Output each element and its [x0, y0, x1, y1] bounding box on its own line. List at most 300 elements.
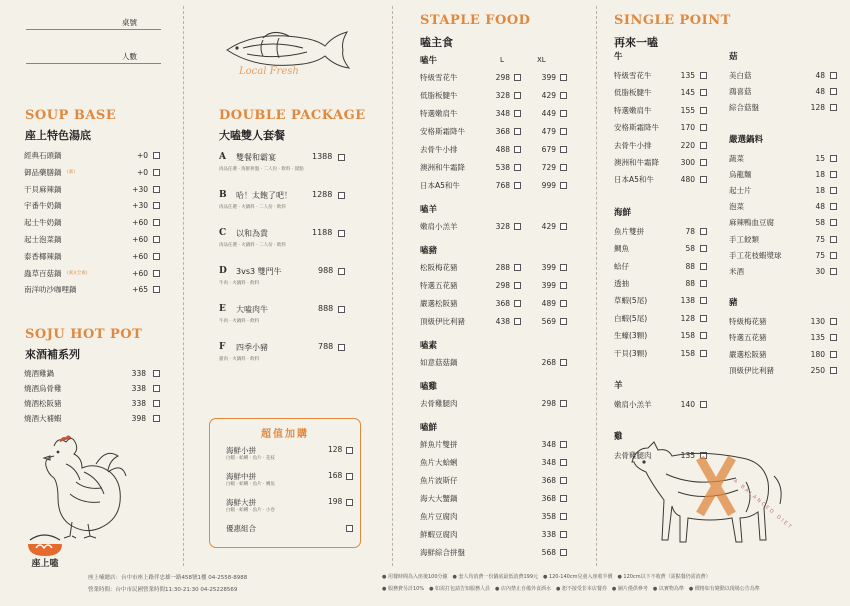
single-item-price: 18 — [815, 169, 825, 179]
soup-item-checkbox[interactable] — [153, 152, 160, 159]
single-item — [729, 365, 839, 377]
single-item-checkbox[interactable] — [830, 203, 837, 210]
extra-item-price: 198 — [328, 497, 343, 506]
single-item-price: 135 — [680, 71, 695, 80]
single-item-price: 78 — [685, 226, 695, 236]
staple-item-price-xl: 348 — [541, 458, 556, 467]
single-item-name: 草蝦(5尾) — [614, 296, 648, 306]
extra-item-price: 128 — [328, 445, 343, 454]
single-item-checkbox[interactable] — [700, 245, 707, 252]
staple-item-checkbox-xl[interactable] — [560, 300, 567, 307]
single-item-price: 300 — [680, 158, 695, 167]
soup-item-price: +0 — [136, 167, 148, 177]
package-price: 1288 — [312, 190, 333, 199]
staple-subtitle: 嗑主食 — [420, 36, 453, 49]
staple-item-checkbox-l[interactable] — [514, 223, 521, 230]
package-title: DOUBLE PACKAGE — [219, 108, 366, 123]
package-checkbox[interactable] — [338, 306, 345, 313]
single-item-checkbox[interactable] — [830, 187, 837, 194]
single-item — [614, 399, 709, 411]
staple-item-price-l: 328 — [495, 91, 510, 100]
staple-item — [420, 144, 570, 156]
single-item-checkbox[interactable] — [700, 72, 707, 79]
logo-pot-icon — [22, 534, 68, 558]
package-checkbox[interactable] — [338, 268, 345, 275]
staple-item-checkbox-l[interactable] — [514, 300, 521, 307]
staple-item-checkbox-l[interactable] — [514, 164, 521, 171]
soju-item-checkbox[interactable] — [153, 400, 160, 407]
staple-item-price-xl: 568 — [541, 548, 556, 557]
staple-item-price-xl: 368 — [541, 476, 556, 485]
staple-item-price-xl: 358 — [541, 512, 556, 521]
staple-item-name: 低脂板腱牛 — [420, 91, 458, 100]
single-group-title: 海鮮 — [614, 207, 632, 218]
single-item-checkbox[interactable] — [700, 350, 707, 357]
soup-item-checkbox[interactable] — [153, 286, 160, 293]
soup-item-checkbox[interactable] — [153, 270, 160, 277]
single-item-checkbox[interactable] — [830, 236, 837, 243]
package-checkbox[interactable] — [338, 344, 345, 351]
single-item-name: 安格斯霜降牛 — [614, 123, 659, 133]
package-name: 雙餐和霸宴 — [236, 153, 276, 162]
staple-item-price-l: 348 — [495, 109, 510, 118]
staple-item-checkbox-xl[interactable] — [560, 110, 567, 117]
staple-item-checkbox-xl[interactable] — [560, 92, 567, 99]
soju-item-name: 燒酒大補蝦 — [24, 414, 62, 423]
soup-item — [24, 268, 174, 280]
single-item-price: 180 — [810, 349, 825, 359]
staple-item-name: 去骨雞腿肉 — [420, 399, 458, 408]
staple-item-name: 日本A5和牛 — [420, 181, 460, 190]
single-item-name: 米酒 — [729, 267, 744, 276]
table-no-line — [26, 29, 161, 30]
staple-item — [420, 475, 570, 487]
single-item — [614, 87, 709, 99]
single-item — [614, 157, 709, 169]
single-item — [614, 348, 709, 360]
single-item-checkbox[interactable] — [830, 219, 837, 226]
soup-item-checkbox[interactable] — [153, 186, 160, 193]
single-item-checkbox[interactable] — [830, 351, 837, 358]
single-item-checkbox[interactable] — [700, 280, 707, 287]
soju-item-price: 398 — [131, 414, 146, 423]
soup-item-price: +30 — [132, 201, 148, 211]
soup-item-note: (素)(全素) — [67, 270, 88, 276]
single-item-name: 泡菜 — [729, 202, 744, 212]
soup-item-checkbox[interactable] — [153, 169, 160, 176]
single-group-title: 牛 — [614, 52, 623, 62]
soup-item-checkbox[interactable] — [153, 202, 160, 209]
staple-item-checkbox-xl[interactable] — [560, 513, 567, 520]
single-item-name: 日本A5和牛 — [614, 175, 654, 185]
single-group-title: 菇 — [729, 52, 738, 62]
package-letter: F — [219, 342, 226, 352]
staple-item-price-l: 768 — [495, 181, 510, 190]
soju-title: SOJU HOT POT — [25, 327, 143, 342]
staple-item-price-l: 368 — [495, 127, 510, 136]
soup-item-name: 經典石頭鍋 — [24, 151, 62, 160]
single-item — [729, 266, 839, 278]
single-item-checkbox[interactable] — [700, 142, 707, 149]
single-item — [614, 140, 709, 152]
staple-item — [420, 162, 570, 174]
single-item — [614, 105, 709, 117]
soup-item — [24, 284, 174, 296]
single-item — [729, 316, 839, 328]
extra-item-name: 海鮮中拼 — [226, 472, 256, 481]
package-price: 1188 — [312, 228, 333, 237]
single-item-name: 頂級伊比利豬 — [729, 365, 774, 375]
staple-item-checkbox-xl[interactable] — [560, 477, 567, 484]
staple-item-name: 澳洲和牛霜降 — [420, 163, 465, 172]
footer-note-2: ● 服務費另計10% ● 如需打包請告知服務人員 ● 店內禁止自備外食酒水 ● 恕不接受非本店餐券 ● 圖片僅供參考 ● 以實物為準 ● 價格如有變動以現場公告為準 — [382, 586, 760, 592]
single-item-checkbox[interactable] — [830, 318, 837, 325]
single-group-title: 豬 — [729, 298, 738, 309]
single-item-price: 58 — [815, 218, 825, 228]
staple-item — [420, 90, 570, 102]
staple-group-title: 嗑鮮 — [420, 423, 438, 433]
package-subtitle: 大嗑雙人套餐 — [219, 129, 285, 142]
staple-item — [420, 298, 570, 310]
single-item-checkbox[interactable] — [700, 263, 707, 270]
footer — [0, 568, 850, 606]
staple-item — [420, 547, 570, 559]
single-item-name: 去骨雞腿肉 — [614, 451, 652, 461]
staple-item-checkbox-xl[interactable] — [560, 531, 567, 538]
staple-item — [420, 180, 570, 192]
soup-item — [24, 167, 174, 179]
staple-item — [420, 493, 570, 505]
staple-item-name: 松阪梅花豬 — [420, 263, 458, 272]
single-item — [614, 226, 709, 238]
single-item-checkbox[interactable] — [700, 332, 707, 339]
staple-item — [420, 398, 570, 410]
staple-item-checkbox-xl[interactable] — [560, 495, 567, 502]
staple-item-name: 去骨牛小排 — [420, 145, 458, 154]
staple-item-price-xl: 999 — [541, 181, 556, 190]
single-item — [729, 332, 839, 344]
staple-item-price-xl: 399 — [541, 281, 556, 290]
staple-item — [420, 126, 570, 138]
single-item-checkbox[interactable] — [700, 124, 707, 131]
panel-staple — [392, 0, 596, 568]
single-item-price: 58 — [685, 244, 695, 254]
soup-item-name: 干貝麻辣鍋 — [24, 184, 62, 194]
extra-item-checkbox[interactable] — [346, 499, 353, 506]
soup-item-name: 起士泡菜鍋 — [24, 235, 62, 244]
soup-item-name: 泰香椰辣鍋 — [24, 251, 62, 261]
single-item — [729, 349, 839, 361]
single-item — [729, 234, 839, 246]
extra-item-note: 白蝦 · 蛤蜊 · 魚片 · 花枝 — [226, 456, 275, 461]
staple-item-checkbox-l[interactable] — [514, 182, 521, 189]
single-item-checkbox[interactable] — [830, 88, 837, 95]
single-item-name: 手工花枝蝦漿球 — [729, 250, 782, 260]
single-item-name: 美白菇 — [729, 71, 752, 80]
single-item-checkbox[interactable] — [700, 228, 707, 235]
single-item-price: 135 — [810, 333, 825, 343]
single-item — [729, 185, 839, 197]
staple-item-checkbox-xl[interactable] — [560, 549, 567, 556]
staple-item-price-xl: 399 — [541, 263, 556, 272]
single-item-price: 15 — [815, 153, 825, 163]
extra-item-checkbox[interactable] — [346, 473, 353, 480]
single-item-price: 158 — [680, 331, 695, 341]
staple-item-price-l: 288 — [495, 263, 510, 272]
single-item-name: 蔬菜 — [729, 153, 744, 163]
single-item-checkbox[interactable] — [700, 315, 707, 322]
soup-item — [24, 184, 174, 196]
single-item-name: 干貝(3顆) — [614, 348, 648, 358]
soup-item — [24, 217, 174, 229]
staple-item-checkbox-xl[interactable] — [560, 441, 567, 448]
soju-item-price: 338 — [131, 384, 146, 393]
staple-item-price-l: 438 — [495, 317, 510, 326]
package-checkbox[interactable] — [338, 154, 345, 161]
staple-item-checkbox-l[interactable] — [514, 128, 521, 135]
soup-item-checkbox[interactable] — [153, 219, 160, 226]
staple-item-checkbox-l[interactable] — [514, 264, 521, 271]
staple-item — [420, 280, 570, 292]
single-item-price: 140 — [680, 400, 695, 409]
staple-item — [420, 72, 570, 84]
single-item-checkbox[interactable] — [830, 72, 837, 79]
soup-item-price: +60 — [132, 251, 148, 261]
single-item — [614, 243, 709, 255]
people-line — [26, 63, 161, 64]
package-name: 以和為貴 — [236, 229, 268, 238]
package-checkbox[interactable] — [338, 192, 345, 199]
single-item-price: 48 — [815, 71, 825, 80]
staple-item-checkbox-xl[interactable] — [560, 264, 567, 271]
soju-item-checkbox[interactable] — [153, 415, 160, 422]
staple-item-checkbox-xl[interactable] — [560, 282, 567, 289]
panel-soup — [0, 0, 183, 568]
table-no-label: 桌號 — [122, 18, 137, 27]
single-group-title: 羊 — [614, 381, 623, 391]
single-item-price: 480 — [680, 175, 695, 185]
single-item-checkbox[interactable] — [700, 176, 707, 183]
single-item — [614, 122, 709, 134]
chicken-illustration — [36, 432, 128, 540]
soup-item-price: +60 — [132, 235, 148, 244]
single-item-name: 手工餃類 — [729, 234, 759, 244]
soup-item-price: +30 — [132, 184, 148, 194]
single-item-name: 特級雪花牛 — [614, 71, 652, 80]
package-letter: B — [219, 190, 227, 200]
staple-item-checkbox-xl[interactable] — [560, 74, 567, 81]
single-item — [729, 250, 839, 262]
soup-item — [24, 251, 174, 263]
extra-item-name: 海鮮大拼 — [226, 498, 256, 507]
staple-item-checkbox-l[interactable] — [514, 92, 521, 99]
soju-item — [24, 383, 174, 395]
extra-item-checkbox[interactable] — [346, 447, 353, 454]
soju-item-name: 燒酒松阪豬 — [24, 399, 62, 408]
staple-item-price-xl: 348 — [541, 440, 556, 449]
soju-item-checkbox[interactable] — [153, 385, 160, 392]
staple-item-checkbox-xl[interactable] — [560, 359, 567, 366]
single-item-price: 130 — [810, 317, 825, 327]
single-item-checkbox[interactable] — [700, 107, 707, 114]
package-letter: C — [219, 228, 227, 238]
soju-subtitle: 來酒補系列 — [25, 348, 80, 361]
soup-item-name: 宇番牛奶鍋 — [24, 201, 62, 211]
single-item-name: 去骨牛小排 — [614, 140, 652, 150]
staple-item — [420, 529, 570, 541]
single-item-checkbox[interactable] — [830, 334, 837, 341]
soup-item-checkbox[interactable] — [153, 253, 160, 260]
single-item-price: 158 — [680, 348, 695, 358]
single-item-checkbox[interactable] — [830, 268, 837, 275]
soju-item — [24, 398, 174, 410]
soup-item — [24, 234, 174, 246]
single-subtitle: 再來一嗑 — [614, 36, 658, 49]
extra-title: 超值加購 — [261, 429, 309, 440]
staple-item-checkbox-xl[interactable] — [560, 223, 567, 230]
staple-item-checkbox-xl[interactable] — [560, 128, 567, 135]
single-item-price: 88 — [685, 261, 695, 271]
single-item-name: 鴻喜菇 — [729, 87, 752, 97]
staple-item-name: 鮮蝦豆腐肉 — [420, 530, 458, 539]
extra-item-price: 168 — [328, 471, 343, 480]
single-item — [729, 70, 839, 82]
single-title: SINGLE POINT — [614, 13, 731, 28]
staple-item-checkbox-xl[interactable] — [560, 164, 567, 171]
single-item-price: 138 — [680, 296, 695, 306]
single-item-name: 特選嫩肩牛 — [614, 105, 652, 115]
package-note: 肉品任選 · 海鮮拼盤 · 二人份 · 飲料 · 甜點 — [219, 167, 304, 172]
staple-item-checkbox-xl[interactable] — [560, 146, 567, 153]
staple-item-checkbox-l[interactable] — [514, 74, 521, 81]
package-price: 788 — [318, 342, 334, 351]
single-item-checkbox[interactable] — [830, 155, 837, 162]
people-label: 人數 — [122, 52, 137, 61]
single-item-checkbox[interactable] — [830, 171, 837, 178]
staple-item — [420, 511, 570, 523]
soju-item-name: 燒酒雞鍋 — [24, 369, 54, 378]
staple-item-price-l: 368 — [495, 299, 510, 308]
package-checkbox[interactable] — [338, 230, 345, 237]
package-letter: D — [219, 266, 227, 276]
staple-item-name: 嚴選松阪豬 — [420, 299, 458, 308]
single-item-name: 嫩肩小羔羊 — [614, 400, 652, 409]
soup-item-checkbox[interactable] — [153, 236, 160, 243]
staple-group-title: 嗑豬 — [420, 246, 438, 256]
soup-title: SOUP BASE — [25, 108, 117, 123]
single-item-price: 75 — [815, 234, 825, 244]
staple-item-price-xl: 449 — [541, 109, 556, 118]
size-l-header: L — [500, 56, 504, 64]
single-item — [614, 330, 709, 342]
staple-item-checkbox-xl[interactable] — [560, 318, 567, 325]
single-item-name: 低脂板腱牛 — [614, 88, 652, 98]
single-item — [729, 102, 839, 114]
staple-group-title: 嗑牛 — [420, 56, 438, 66]
staple-item-checkbox-l[interactable] — [514, 146, 521, 153]
soju-item-price: 338 — [131, 399, 146, 408]
single-item — [729, 201, 839, 213]
single-item-name: 起士片 — [729, 186, 752, 195]
footer-address-2: 營業時間：台中市民國營業時間11:30-21:30 04-25228569 — [88, 587, 238, 593]
package-note: 肉品任選 · 火鍋料 · 二人份 · 飲料 — [219, 243, 286, 248]
staple-item-name: 頂級伊比利豬 — [420, 317, 465, 326]
arc-tagline: A BALANCED DIET — [732, 478, 794, 532]
single-item-price: 128 — [810, 103, 825, 113]
single-item-checkbox[interactable] — [700, 297, 707, 304]
staple-item-price-l: 488 — [495, 145, 510, 154]
package-name: 四季小豬 — [236, 343, 268, 352]
extra-item-note: 白蝦 · 蛤蜊 · 魚片 · 鯛魚 — [226, 482, 275, 487]
soju-item — [24, 368, 174, 380]
staple-item-checkbox-l[interactable] — [514, 318, 521, 325]
staple-item-name: 海鮮綜合拼盤 — [420, 548, 465, 557]
staple-item-checkbox-xl[interactable] — [560, 400, 567, 407]
single-item-checkbox[interactable] — [830, 104, 837, 111]
fish-tagline: Local Fresh — [239, 66, 299, 77]
single-item-price: 48 — [815, 202, 825, 212]
staple-item-checkbox-l[interactable] — [514, 110, 521, 117]
staple-item — [420, 262, 570, 274]
single-item — [614, 174, 709, 186]
staple-item-name: 特級雪花牛 — [420, 73, 458, 82]
staple-item — [420, 439, 570, 451]
extra-item-checkbox[interactable] — [346, 525, 353, 532]
single-item-checkbox[interactable] — [700, 159, 707, 166]
staple-item-checkbox-xl[interactable] — [560, 182, 567, 189]
staple-item-price-xl: 569 — [541, 317, 556, 326]
single-item-checkbox[interactable] — [700, 401, 707, 408]
single-item-checkbox[interactable] — [830, 367, 837, 374]
soju-item-checkbox[interactable] — [153, 370, 160, 377]
staple-item-price-xl: 338 — [541, 530, 556, 539]
single-item-checkbox[interactable] — [830, 252, 837, 259]
single-item-name: 特選五花豬 — [729, 333, 767, 343]
staple-item-name: 鮮魚片雙拼 — [420, 440, 458, 449]
staple-item-name: 魚片大蛤蜊 — [420, 458, 458, 467]
staple-item-name: 特選嫩肩牛 — [420, 109, 458, 118]
staple-item-price-xl: 729 — [541, 163, 556, 172]
staple-title: STAPLE FOOD — [420, 13, 531, 28]
soup-item-note: (素) — [67, 169, 76, 175]
staple-item-checkbox-l[interactable] — [514, 282, 521, 289]
panel-single — [596, 0, 850, 568]
single-item-price: 250 — [810, 365, 825, 375]
single-item-price: 75 — [815, 250, 825, 260]
single-item-price: 135 — [680, 451, 695, 461]
size-xl-header: XL — [537, 56, 546, 64]
single-item — [729, 217, 839, 229]
soup-item-price: +0 — [136, 151, 148, 160]
single-item-price: 30 — [815, 267, 825, 276]
single-item-name: 蛤仔 — [614, 261, 629, 271]
single-item-price: 18 — [815, 186, 825, 195]
single-item — [729, 169, 839, 181]
staple-item-checkbox-xl[interactable] — [560, 459, 567, 466]
staple-item-name: 如意菇菇鍋 — [420, 358, 458, 367]
staple-item — [420, 316, 570, 328]
single-item-name: 生蠔(3顆) — [614, 331, 648, 341]
single-item-name: 魚片雙拼 — [614, 226, 644, 236]
package-price: 1388 — [312, 152, 333, 161]
soup-item-name: 南洋叻沙咖哩鍋 — [24, 285, 77, 295]
staple-item-name: 安格斯霜降牛 — [420, 127, 465, 136]
soju-item-name: 燒酒烏骨雞 — [24, 384, 62, 393]
footer-address-1: 座上嗑總店：台中市座上路伴忠雄一路458號1樓 04-2558-8988 — [88, 575, 248, 581]
staple-item-price-l: 298 — [495, 281, 510, 290]
single-item-checkbox[interactable] — [700, 89, 707, 96]
cow-illustration — [626, 440, 782, 550]
